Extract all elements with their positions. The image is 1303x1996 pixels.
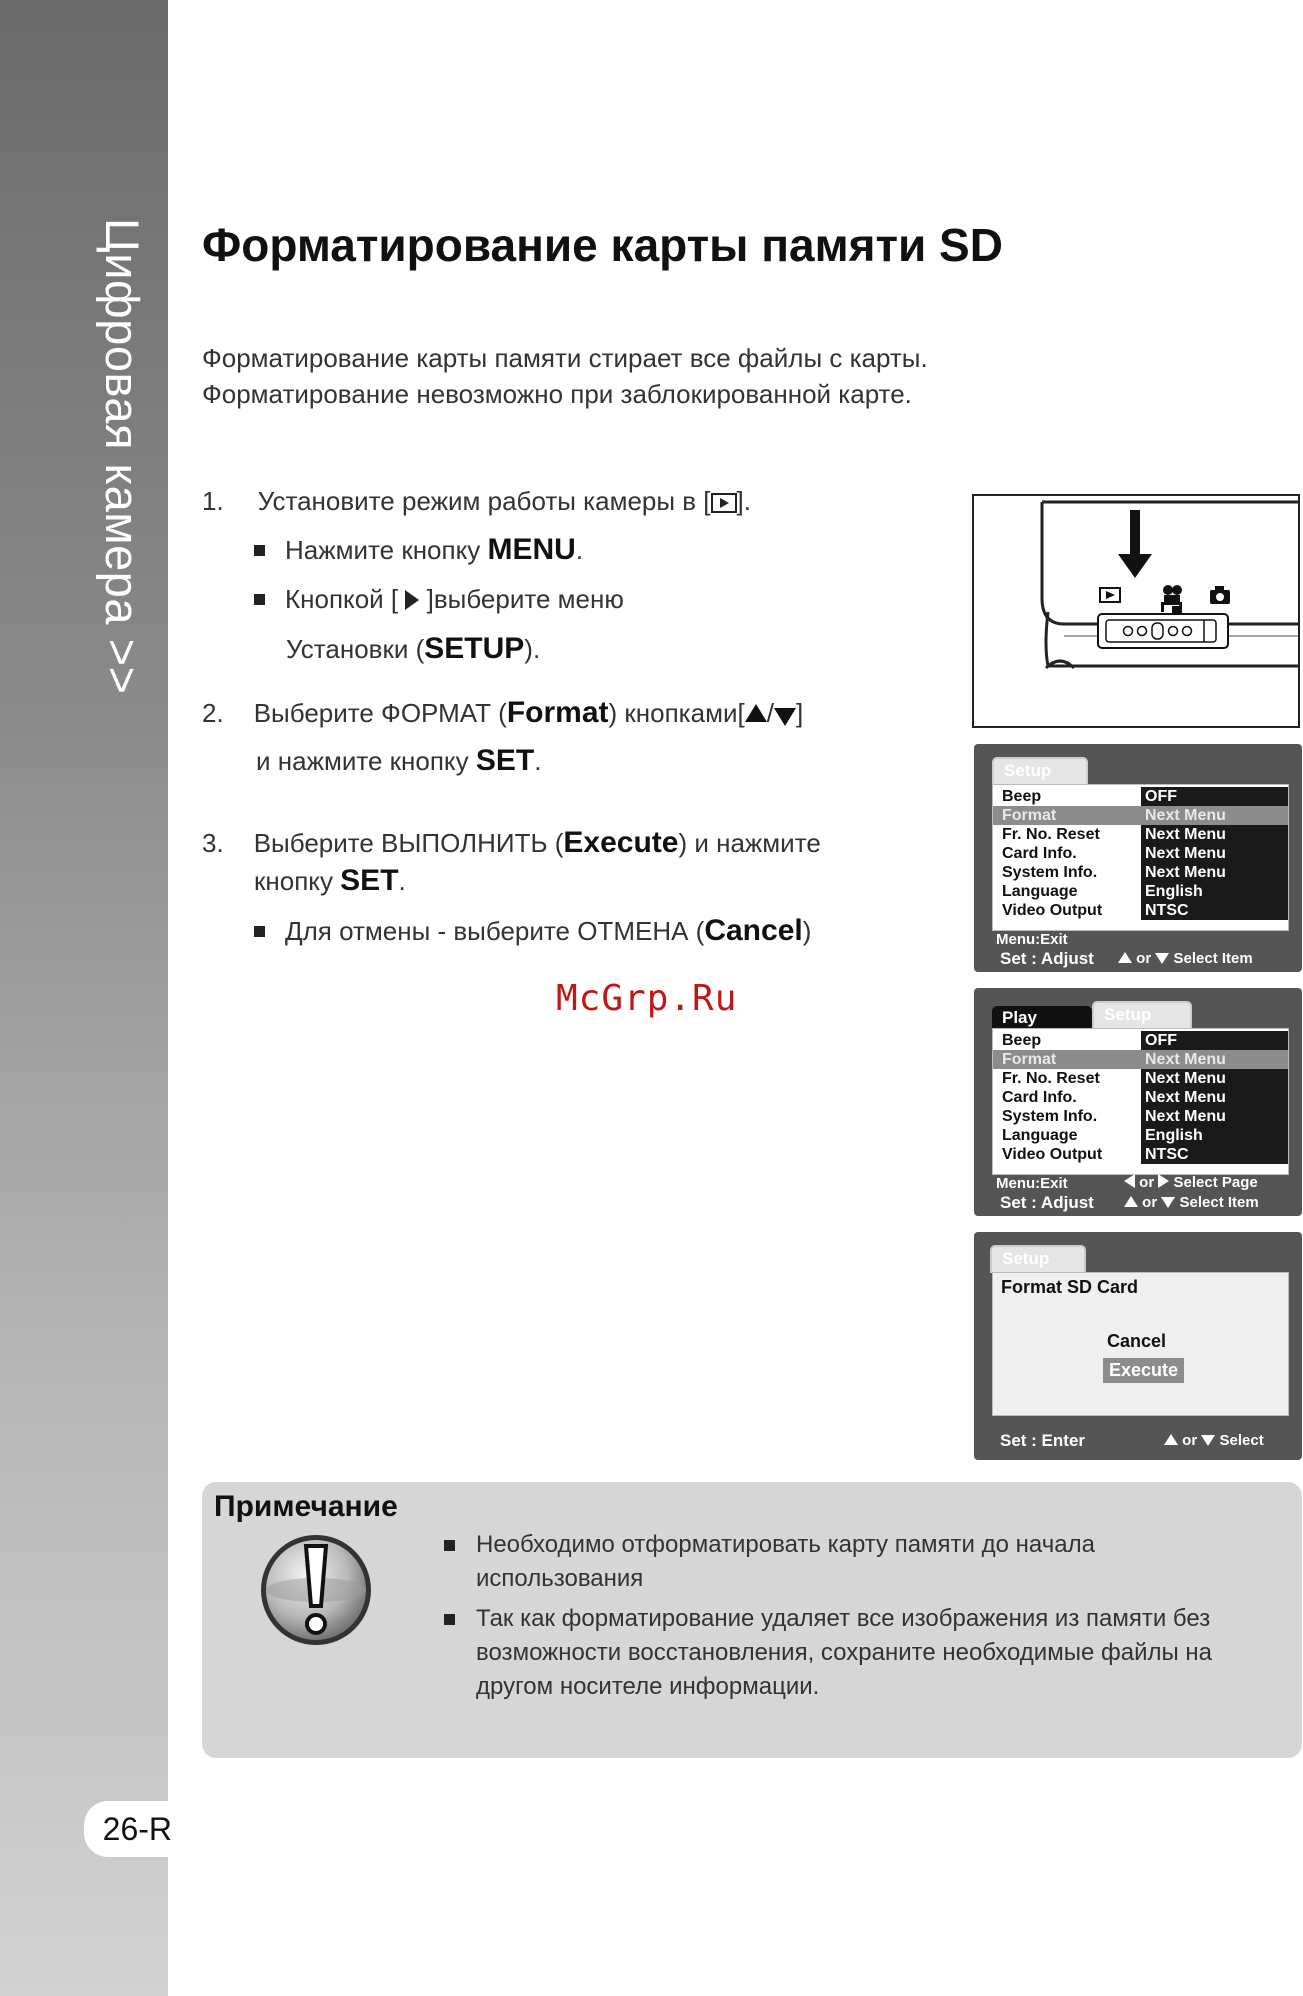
step-3-line-2: [254, 864, 406, 898]
slash: /: [766, 698, 774, 728]
row-value: Next Menu: [1141, 1088, 1288, 1107]
menu-exit-hint: Menu:Exit: [996, 931, 1068, 948]
bullet-icon: [254, 594, 265, 605]
execute-label: Execute: [563, 826, 679, 859]
page-title: Форматирование карты памяти SD: [202, 219, 1003, 271]
note-text: Так как форматирование удаляет все изображения из памяти без возможности восстановления, сохраните необходимые файлы на другом носителе информации.: [476, 1605, 1212, 1700]
lcd-screen-setup-menu: [974, 744, 1302, 972]
bullet-icon: [444, 1614, 455, 1625]
menu-row-video-output: [993, 1145, 1288, 1164]
row-value: OFF: [1141, 1031, 1288, 1050]
set-button-label: SET: [475, 744, 535, 777]
tab-setup: Setup: [992, 757, 1088, 785]
bullet-text-end: ).: [524, 634, 541, 664]
step-1-text: Установите режим работы камеры в [: [257, 486, 711, 516]
menu-list: [992, 784, 1289, 931]
menu-row-beep: [993, 1031, 1288, 1050]
row-label: Language: [1002, 883, 1078, 900]
row-label: Format: [993, 806, 1141, 825]
arrow-down-icon: [774, 708, 796, 726]
arrow-up-icon: [745, 704, 767, 722]
row-label: Language: [1002, 1127, 1078, 1144]
row-label: Format: [993, 1050, 1141, 1069]
right-arrow-icon: [1158, 1174, 1169, 1188]
menu-row-beep: [993, 787, 1288, 806]
menu-row-format: [993, 1050, 1288, 1069]
bullet-text: Кнопкой [: [285, 584, 406, 614]
select-item-text: Select Item: [1173, 950, 1253, 967]
row-value: NTSC: [1141, 901, 1288, 920]
page-number-tab: [84, 1801, 174, 1857]
step-1-bullet-2-cont: [286, 632, 540, 666]
or-text: or: [1136, 950, 1152, 967]
sidebar: [0, 0, 172, 1996]
lcd-screen-format-sd-card: [974, 1232, 1302, 1460]
menu-rows: [993, 787, 1288, 920]
row-value: NTSC: [1141, 1145, 1288, 1164]
step-1-text-end: ].: [736, 486, 751, 516]
page-number: 26-R: [102, 1810, 172, 1847]
row-label: Beep: [1002, 788, 1042, 805]
menu-row-system-info: [993, 863, 1288, 882]
note-item-1: [444, 1528, 1244, 1596]
select-page-text: Select Page: [1173, 1174, 1258, 1191]
step-2-text-end: ]: [795, 698, 804, 728]
step-3-text-end: ) и нажмите: [678, 828, 821, 858]
setup-label: SETUP: [424, 632, 525, 665]
intro-line-2: Форматирование невозможно при заблокированной карте.: [202, 379, 912, 409]
or-text: or: [1139, 1174, 1155, 1191]
menu-row-fr-no-reset: [993, 1069, 1288, 1088]
select-hint: [1164, 1432, 1264, 1449]
row-value: Next Menu: [1141, 1050, 1288, 1069]
watermark: McGrp.Ru: [556, 978, 738, 1019]
row-value: Next Menu: [1141, 825, 1288, 844]
format-label: Format: [506, 696, 609, 729]
select-item-hint: [1118, 950, 1253, 967]
set-adjust-hint: Set : Adjust: [1000, 949, 1094, 968]
set-adjust-hint: Set : Adjust: [1000, 1193, 1094, 1212]
menu-row-card-info: [993, 1088, 1288, 1107]
execute-option: Execute: [1103, 1358, 1184, 1383]
step-1-bullet-1: [254, 533, 583, 567]
step-2-line-2-end: .: [534, 746, 542, 776]
step-2: [202, 696, 803, 730]
step-number: 3.: [202, 828, 224, 858]
arrow-right-icon: [405, 590, 419, 610]
intro: [202, 340, 928, 412]
warning-icon: [258, 1532, 374, 1653]
lcd-screen-play-setup-menu: [974, 988, 1302, 1216]
step-1-bullet-2: [254, 584, 624, 615]
up-arrow-icon: [1164, 1434, 1178, 1445]
note-box: [202, 1482, 1302, 1758]
row-label: Video Output: [1002, 1146, 1103, 1163]
or-text: or: [1142, 1194, 1158, 1211]
select-page-hint: [1124, 1174, 1258, 1191]
step-3-line-2-text: кнопку: [254, 866, 341, 896]
cancel-option: Cancel: [1107, 1331, 1167, 1351]
bullet-icon: [254, 545, 265, 556]
up-arrow-icon: [1124, 1196, 1138, 1207]
step-2-text: Выберите ФОРМАТ (: [253, 698, 507, 728]
row-label: System Info.: [1002, 864, 1098, 881]
row-value: Next Menu: [1141, 1107, 1288, 1126]
bullet-text-end: ): [802, 916, 812, 946]
intro-line-1: Форматирование карты памяти стирает все файлы с карты.: [202, 343, 928, 373]
dialog-title: Format SD Card: [1001, 1277, 1139, 1297]
row-label: Fr. No. Reset: [1002, 1070, 1100, 1087]
step-2-line-2-text: и нажмите кнопку: [256, 746, 476, 776]
menu-row-video-output: [993, 901, 1288, 920]
step-1: [202, 486, 751, 517]
step-3-text: Выберите ВЫПОЛНИТЬ (: [253, 828, 564, 858]
note-title: Примечание: [214, 1490, 398, 1523]
note-item-2: [444, 1602, 1244, 1704]
bullet-icon: [254, 926, 265, 937]
up-arrow-icon: [1118, 952, 1132, 963]
step-2-text-mid: ) кнопками[: [608, 698, 745, 728]
tab-setup: Setup: [1092, 1001, 1192, 1029]
menu-row-system-info: [993, 1107, 1288, 1126]
note-text: Необходимо отформатировать карту памяти до начала использования: [476, 1531, 1095, 1592]
playback-mode-icon: [711, 493, 737, 513]
select-item-text: Select Item: [1179, 1194, 1259, 1211]
select-item-hint: [1124, 1194, 1259, 1211]
bullet-icon: [444, 1540, 455, 1551]
row-label: System Info.: [1002, 1108, 1098, 1125]
tab-play: Play: [992, 1006, 1092, 1034]
bullet-text: Для отмены - выберите ОТМЕНА (: [285, 916, 705, 946]
down-arrow-icon: [1201, 1435, 1215, 1446]
menu-list: [992, 1028, 1289, 1175]
row-label: Fr. No. Reset: [1002, 826, 1100, 843]
bullet-text: Установки (: [286, 634, 425, 664]
menu-row-format: [993, 806, 1288, 825]
down-arrow-icon: [1155, 953, 1169, 964]
row-value: Next Menu: [1141, 806, 1288, 825]
row-value: Next Menu: [1141, 1069, 1288, 1088]
step-3: [202, 826, 821, 860]
camera-body-icon: [974, 496, 1298, 726]
bullet-text-end: .: [575, 535, 584, 565]
left-arrow-icon: [1124, 1174, 1135, 1188]
menu-exit-hint: Menu:Exit: [996, 1175, 1068, 1192]
tab-setup: Setup: [990, 1245, 1086, 1273]
step-number: 2.: [202, 698, 224, 728]
bullet-text-end: ]выберите меню: [419, 584, 624, 614]
step-number: 1.: [202, 486, 224, 516]
menu-row-language: [993, 1126, 1288, 1145]
bullet-text: Нажмите кнопку: [285, 535, 488, 565]
row-value: Next Menu: [1141, 863, 1288, 882]
menu-row-fr-no-reset: [993, 825, 1288, 844]
cancel-label: Cancel: [704, 914, 803, 947]
menu-button-label: MENU: [487, 533, 576, 566]
select-text: Select: [1219, 1432, 1264, 1449]
menu-row-card-info: [993, 844, 1288, 863]
or-text: or: [1182, 1432, 1198, 1449]
row-value: OFF: [1141, 787, 1288, 806]
row-value: Next Menu: [1141, 844, 1288, 863]
step-3-bullet: [254, 914, 811, 948]
menu-row-language: [993, 882, 1288, 901]
row-label: Video Output: [1002, 902, 1103, 919]
row-label: Beep: [1002, 1032, 1042, 1049]
menu-rows: [993, 1031, 1288, 1164]
row-value: English: [1141, 1126, 1288, 1145]
down-arrow-icon: [1161, 1197, 1175, 1208]
row-label: Card Info.: [1002, 1089, 1077, 1106]
set-button-label: SET: [340, 864, 399, 897]
row-label: Card Info.: [1002, 845, 1077, 862]
camera-mode-dial-illustration: [972, 494, 1300, 728]
section-title: Цифровая камера >>: [96, 218, 149, 695]
row-value: English: [1141, 882, 1288, 901]
format-dialog: [992, 1272, 1289, 1416]
step-3-line-2-end: .: [398, 866, 406, 896]
set-enter-hint: Set : Enter: [1000, 1431, 1086, 1450]
step-2-line-2: [256, 744, 541, 778]
